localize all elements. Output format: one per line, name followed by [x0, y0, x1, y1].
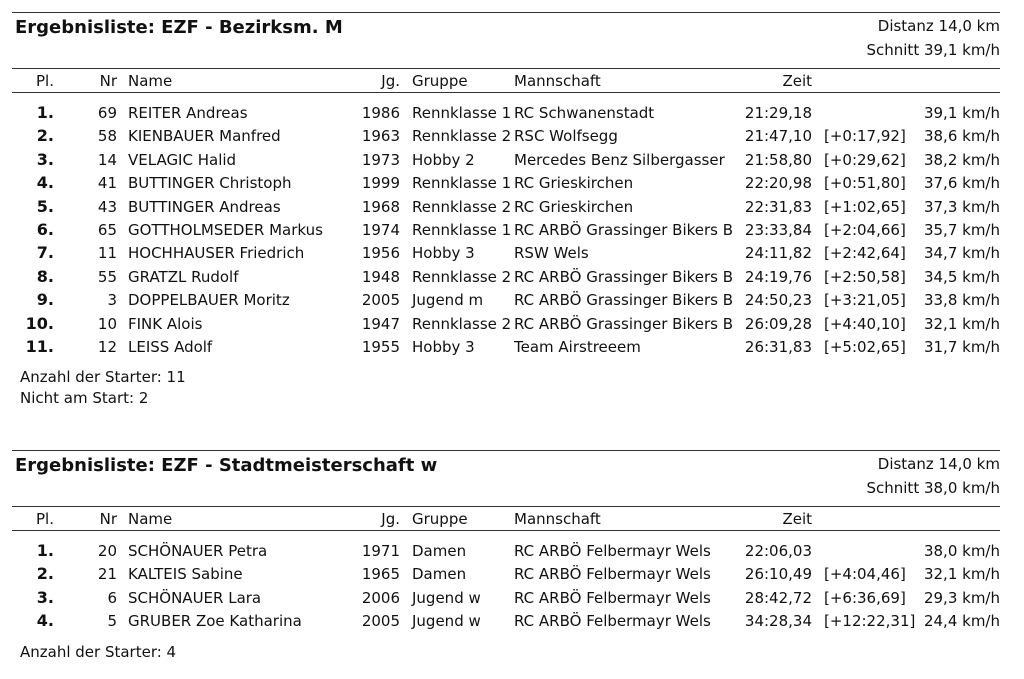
time-gap: [+2:42,64]	[824, 244, 906, 263]
table-row	[12, 564, 1000, 584]
results-section-stadtmeisterschaft-w	[12, 0, 1000, 679]
header-gruppe: Gruppe	[412, 72, 468, 90]
rank: 10.	[25, 313, 54, 333]
team-name: RC Grieskirchen	[514, 197, 634, 216]
team-name: RC ARBÖ Felbermayr Wels	[514, 612, 711, 631]
time-gap: [+0:29,62]	[824, 150, 906, 169]
header-name: Name	[128, 72, 173, 90]
group: Rennklasse 1	[412, 174, 512, 193]
time-gap: [+4:04,46]	[824, 565, 906, 584]
start-number: 20	[97, 542, 117, 560]
team-name: Mercedes Benz Silbergasser	[514, 150, 725, 169]
starter-count: Anzahl der Starter: 4	[20, 643, 177, 661]
rank: 8.	[36, 266, 54, 286]
header-top-rule	[12, 506, 1000, 507]
rank: 11.	[25, 337, 54, 356]
team-name: RC ARBÖ Grassinger Bikers B	[514, 291, 734, 310]
finish-time: 26:31,83	[744, 338, 812, 356]
group: Rennklasse 1	[412, 221, 512, 239]
rank: 4.	[36, 611, 54, 631]
header-zeit: Zeit	[782, 72, 812, 90]
header-bottom-rule	[12, 530, 1000, 531]
team-name: RSC Wolfsegg	[514, 127, 618, 146]
avg-speed: 38,6 km/h	[923, 127, 1000, 146]
group: Jugend w	[412, 612, 481, 631]
header-nr: Nr	[99, 72, 117, 90]
finish-time: 21:47,10	[744, 127, 812, 146]
rider-name: GRUBER Zoe Katharina	[128, 612, 302, 631]
header-jg: Jg.	[381, 510, 400, 528]
time-gap: [+1:02,65]	[824, 197, 906, 216]
rider-name: SCHÖNAUER Petra	[128, 542, 268, 560]
rank: 2.	[36, 564, 54, 584]
birth-year: 1974	[361, 221, 400, 239]
avg-speed: 29,3 km/h	[923, 588, 1000, 607]
start-number: 3	[107, 291, 117, 310]
time-gap: [+5:02,65]	[824, 338, 906, 356]
finish-time: 21:58,80	[744, 150, 812, 169]
birth-year: 1963	[361, 127, 400, 146]
finish-time: 26:09,28	[744, 314, 812, 333]
start-number: 10	[97, 314, 117, 333]
group: Rennklasse 2	[412, 267, 512, 286]
table-row	[12, 611, 1000, 631]
starter-count: Anzahl der Starter: 11	[20, 368, 186, 386]
finish-time: 21:29,18	[744, 104, 812, 122]
table-row	[12, 541, 1000, 561]
avg-speed: 24,4 km/h	[923, 612, 1000, 631]
finish-time: 28:42,72	[744, 588, 812, 607]
start-number: 69	[97, 104, 117, 122]
header-nr: Nr	[99, 510, 117, 528]
group: Jugend w	[412, 588, 481, 607]
avg-speed: 38,2 km/h	[923, 150, 1000, 169]
group: Rennklasse 2	[412, 197, 512, 216]
birth-year: 1973	[361, 150, 400, 169]
rider-name: GOTTHOLMSEDER Markus	[128, 221, 323, 239]
rider-name: SCHÖNAUER Lara	[128, 588, 262, 607]
section-title: Ergebnisliste: EZF - Stadtmeisterschaft w	[15, 455, 438, 476]
time-gap: [+2:50,58]	[824, 267, 906, 286]
group: Damen	[412, 565, 467, 584]
avg-speed: 34,5 km/h	[923, 267, 1000, 286]
start-number: 21	[97, 565, 117, 584]
rank: 3.	[36, 149, 54, 169]
rider-name: REITER Andreas	[128, 104, 248, 122]
time-gap: [+0:17,92]	[824, 127, 906, 146]
finish-time: 22:06,03	[744, 542, 812, 560]
team-name: RSW Wels	[514, 244, 589, 263]
avg-speed: 32,1 km/h	[923, 314, 1000, 333]
rank: 6.	[36, 220, 54, 239]
team-name: RC ARBÖ Grassinger Bikers B	[514, 314, 734, 333]
rider-name: BUTTINGER Andreas	[128, 197, 281, 216]
start-number: 58	[97, 127, 117, 146]
header-mannschaft: Mannschaft	[514, 72, 601, 90]
rank: 1.	[36, 541, 54, 560]
start-number: 11	[97, 244, 117, 263]
birth-year: 1971	[361, 542, 400, 560]
time-gap: [+2:04,66]	[824, 221, 906, 239]
finish-time: 26:10,49	[744, 565, 812, 584]
rank: 1.	[36, 103, 54, 122]
rider-name: LEISS Adolf	[128, 338, 213, 356]
header-zeit: Zeit	[782, 510, 812, 528]
group: Jugend m	[412, 291, 484, 310]
rank: 9.	[36, 290, 54, 310]
team-name: Team Airstreeem	[514, 338, 641, 356]
top-rule	[12, 450, 1000, 451]
finish-time: 24:50,23	[744, 291, 812, 310]
group: Hobby 2	[412, 150, 475, 169]
start-number: 6	[107, 588, 117, 607]
birth-year: 2006	[361, 588, 400, 607]
rider-name: KALTEIS Sabine	[128, 565, 243, 584]
distance-label: Distanz 14,0 km	[877, 455, 1000, 473]
start-number: 43	[97, 197, 117, 216]
header-pl: Pl.	[36, 510, 54, 528]
birth-year: 1968	[361, 197, 400, 216]
start-number: 12	[97, 338, 117, 356]
avg-speed: 32,1 km/h	[923, 565, 1000, 584]
column-header-row	[12, 509, 1000, 529]
rider-name: HOCHHAUSER Friedrich	[128, 244, 305, 263]
group: Hobby 3	[412, 244, 475, 263]
header-jg: Jg.	[381, 72, 400, 90]
finish-time: 34:28,34	[744, 612, 812, 631]
section-title: Ergebnisliste: EZF - Bezirksm. M	[15, 17, 343, 38]
header-name: Name	[128, 510, 173, 528]
avg-speed: 31,7 km/h	[923, 338, 1000, 356]
average-speed-label: Schnitt 38,0 km/h	[866, 479, 1000, 497]
group: Damen	[412, 542, 467, 560]
team-name: RC ARBÖ Grassinger Bikers B	[514, 267, 734, 286]
birth-year: 2005	[361, 612, 400, 631]
not-started-count: Nicht am Start: 2	[20, 389, 149, 407]
start-number: 5	[107, 612, 117, 631]
table-row	[12, 588, 1000, 608]
distance-label: Distanz 14,0 km	[877, 17, 1000, 35]
rank: 4.	[36, 173, 54, 193]
start-number: 41	[97, 174, 117, 193]
rider-name: FINK Alois	[128, 314, 203, 333]
rider-name: BUTTINGER Christoph	[128, 174, 292, 193]
group: Rennklasse 1	[412, 104, 512, 122]
time-gap: [+4:40,10]	[824, 314, 906, 333]
avg-speed: 34,7 km/h	[923, 244, 1000, 263]
start-number: 55	[97, 267, 117, 286]
birth-year: 2005	[361, 291, 400, 310]
rider-name: GRATZL Rudolf	[128, 267, 239, 286]
avg-speed: 35,7 km/h	[923, 221, 1000, 239]
time-gap: [+6:36,69]	[824, 588, 906, 607]
finish-time: 24:11,82	[744, 244, 812, 263]
header-mannschaft: Mannschaft	[514, 510, 601, 528]
team-name: RC ARBÖ Felbermayr Wels	[514, 565, 711, 584]
average-speed-label: Schnitt 39,1 km/h	[866, 41, 1000, 59]
team-name: RC Schwanenstadt	[514, 104, 655, 122]
birth-year: 1955	[361, 338, 400, 356]
finish-time: 24:19,76	[744, 267, 812, 286]
finish-time: 23:33,84	[744, 221, 812, 239]
avg-speed: 33,8 km/h	[923, 291, 1000, 310]
group: Rennklasse 2	[412, 314, 512, 333]
time-gap: [+12:22,31]	[824, 612, 916, 631]
group: Hobby 3	[412, 338, 475, 356]
group: Rennklasse 2	[412, 127, 512, 146]
avg-speed: 39,1 km/h	[923, 104, 1000, 122]
avg-speed: 37,3 km/h	[923, 197, 1000, 216]
time-gap: [+3:21,05]	[824, 291, 906, 310]
rank: 2.	[36, 126, 54, 146]
rank: 5.	[36, 196, 54, 216]
start-number: 65	[97, 221, 117, 239]
birth-year: 1965	[361, 565, 400, 584]
team-name: RC ARBÖ Felbermayr Wels	[514, 588, 711, 607]
rider-name: KIENBAUER Manfred	[128, 127, 281, 146]
finish-time: 22:31,83	[744, 197, 812, 216]
rider-name: DOPPELBAUER Moritz	[128, 291, 290, 310]
avg-speed: 37,6 km/h	[923, 174, 1000, 193]
birth-year: 1999	[361, 174, 400, 193]
rider-name: VELAGIC Halid	[128, 150, 237, 169]
birth-year: 1948	[361, 267, 400, 286]
birth-year: 1947	[361, 314, 400, 333]
start-number: 14	[97, 150, 117, 169]
rank: 3.	[36, 587, 54, 607]
birth-year: 1956	[361, 244, 400, 263]
rank: 7.	[36, 243, 54, 263]
team-name: RC Grieskirchen	[514, 174, 634, 193]
header-pl: Pl.	[36, 72, 54, 90]
birth-year: 1986	[361, 104, 400, 122]
header-gruppe: Gruppe	[412, 510, 468, 528]
team-name: RC ARBÖ Grassinger Bikers B	[514, 221, 734, 239]
team-name: RC ARBÖ Felbermayr Wels	[514, 542, 711, 560]
finish-time: 22:20,98	[744, 174, 812, 193]
time-gap: [+0:51,80]	[824, 174, 906, 193]
avg-speed: 38,0 km/h	[923, 542, 1000, 560]
